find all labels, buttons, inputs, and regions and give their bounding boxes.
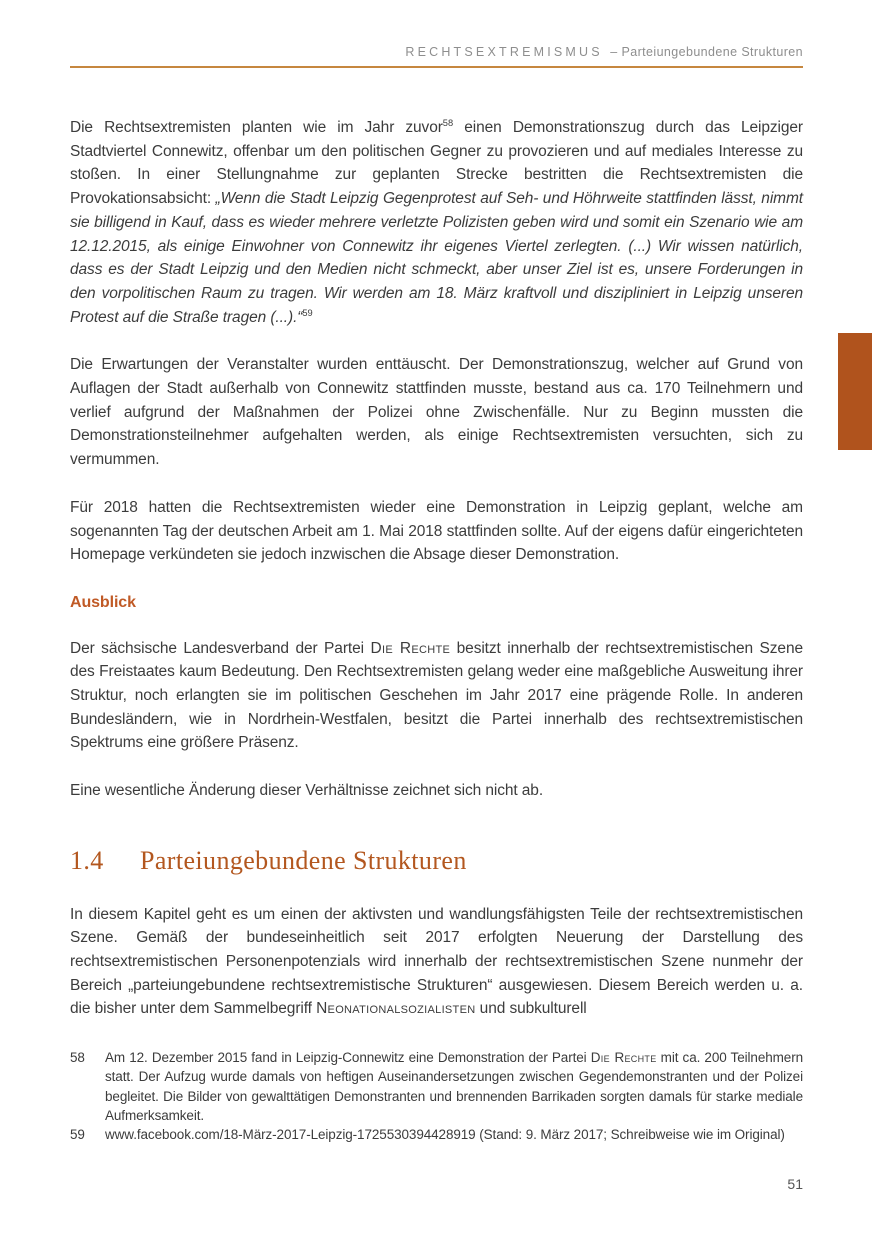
running-header [70, 44, 803, 60]
footnote-text: www.facebook.com/18-März-2017-Leipzig-1725530394428919 (Stand: 9. März 2017; Schreibweise wie im Original) [105, 1127, 785, 1143]
footnote-number: 58 [70, 1050, 85, 1065]
header-chapter-label: RECHTSEXTREMISMUS [405, 45, 603, 59]
footnote-text: Am 12. Dezember 2015 fand in Leipzig-Connewitz eine Demonstration der Partei Die Rechte mit ca. 200 Teilnehmern statt. Der Aufzug wurde damals von heftigen Auseinandersetzungen zwischen Gegendemonstranten und der Polizei begleitet. Die Bilder von gewalttätigen Demonstranten und brennenden Barrikaden sorgten damals für starke mediale Aufmerksamkeit. [105, 1050, 804, 1123]
footnote-59 [70, 1125, 803, 1144]
paragraph-keine-aenderung: Eine wesentliche Änderung dieser Verhältnisse zeichnet sich nicht ab. [70, 782, 544, 800]
paragraph-2018-plan: Für 2018 hatten die Rechtsextremisten wieder eine Demonstration in Leipzig geplant, welche am sogenannten Tag der deutschen Arbeit am 1. Mai 2018 stattfinden sollte. Auf der eigens dafür eingerichteten Homepage verkündeten sie jedoch inzwischen die Absage dieser Demonstration. [70, 498, 803, 564]
paragraph-landesverband: Der sächsische Landesverband der Partei Die Rechte besitzt innerhalb der rechtsextremistischen Szene des Freistaates kaum Bedeutung. Den Rechtsextremisten gelang weder eine maßgebliche Ausweitung ihrer Struktur, noch erlangten sie im politischen Geschehen im Jahr 2017 eine prägende Rolle. In anderen Bundesländern, wie in Nordrhein-Westfalen, besitzt die Partei innerhalb des rechtsextremistischen Spektrums eine größere Präsenz. [70, 639, 803, 752]
header-section-label: – Parteiungebundene Strukturen [610, 45, 803, 59]
section-number: 1.4 [70, 845, 104, 875]
ausblick-heading: Ausblick [70, 593, 136, 611]
footnote-number: 59 [70, 1127, 85, 1143]
paragraph-expectations: Die Erwartungen der Veranstalter wurden enttäuscht. Der Demonstrationszug, welcher auf Grund von Auflagen der Stadt außerhalb von Connewitz stattfinden musste, bestand aus ca. 170 Teilnehmern und verlief aufgrund der Maßnahmen der Polizei ohne Zwischenfälle. Nur zu Beginn mussten die Demonstrationsteilnehmer aufgehalten werden, als einige Rechtsextremisten versuchten, sich zu vermummen. [70, 356, 803, 469]
footnotes-block [70, 1048, 803, 1144]
page-number: 51 [787, 1176, 803, 1192]
chapter-edge-tab [838, 333, 872, 450]
main-text-column [70, 116, 803, 1045]
paragraph-kapitel-intro: In diesem Kapitel geht es um einen der aktivsten und wandlungsfähigsten Teile der rechtsextremistischen Szene. Gemäß der bundeseinheitlich seit 2017 erfolgten Neuerung der Darstellung des rechtsextremistischen Personenpotenzials wird innerhalb der rechtsextremistischen Szene nunmehr der Bereich „parteiungebundene rechtsextremistische Strukturen“ ausgewiesen. Diesem Bereich werden u. a. die bisher unter dem Sammelbegriff Neonationalsozialisten und subkulturell [70, 905, 803, 1018]
section-heading-1-4 [70, 845, 803, 875]
section-title: Parteiungebundene Strukturen [140, 845, 467, 875]
header-rule [70, 66, 803, 68]
footnote-58 [70, 1048, 803, 1125]
paragraph-demonstration-plan: Die Rechtsextremisten planten wie im Jahr zuvor$^{58}$ einen Demonstrationszug durch das Leipziger Stadtviertel Connewitz, offenbar um den politischen Gegner zu provozieren und auf mediales Interesse zu stoßen. In einer Stellungnahme zur geplanten Strecke bestritten die Rechtsextremisten die Provokationsabsicht: „Wenn die Stadt Leipzig Gegenprotest auf Seh- und Höhrweite stattfinden lässt, nimmt sie billigend in Kauf, dass es wieder mehrere verletzte Polizisten geben wird und somit ein Szenario wie am 12.12.2015, als einige Einwohner von Connewitz ihr eigenes Viertel zerlegten. (...) Wir wissen natürlich, dass es der Stadt Leipzig und den Medien nicht schmeckt, aber unser Ziel ist es, unsere Forderungen in den vorpolitischen Raum zu tragen. Wir werden am 18. März kraftvoll und diszipliniert in Leipzig unseren Protest auf die Straße tragen (...).“$^{59}$ [70, 117, 803, 326]
